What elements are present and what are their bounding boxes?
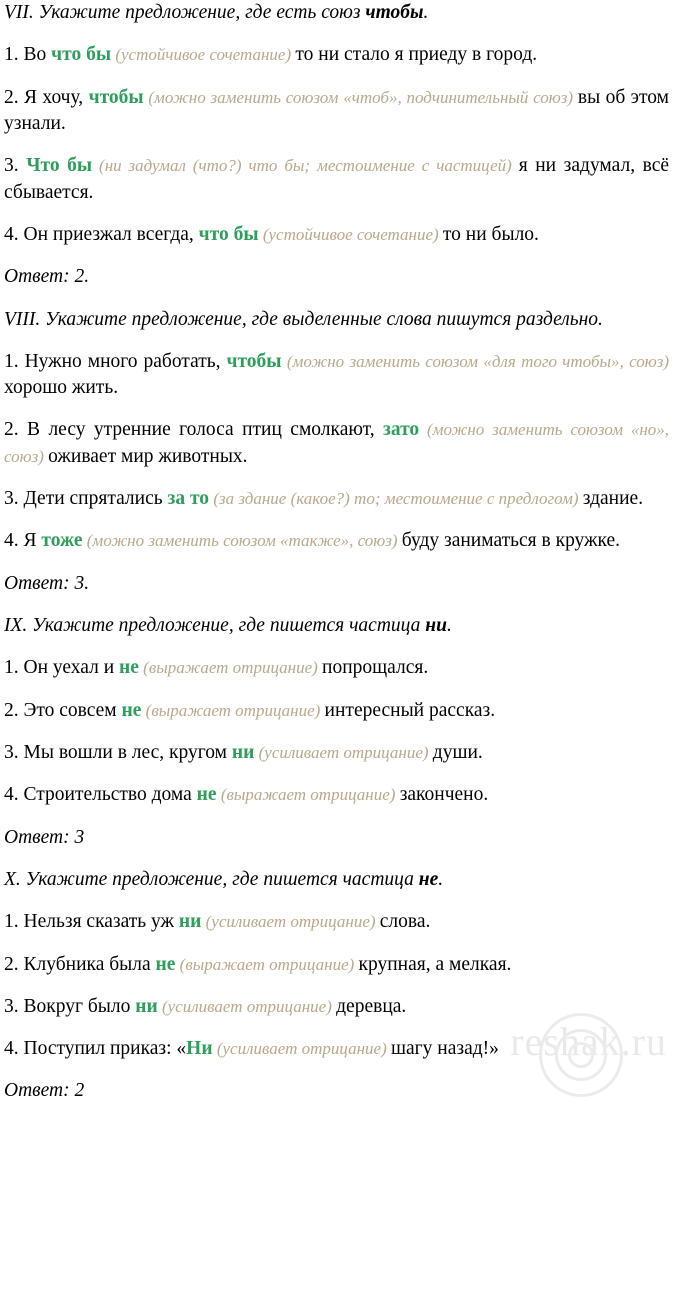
heading-text: Ответ: 2 bbox=[4, 1080, 85, 1102]
sentence-text: 1. Во bbox=[4, 44, 52, 66]
vii-item-2 bbox=[4, 85, 669, 138]
explanation-note: (выражает отрицание) bbox=[138, 658, 323, 678]
ix-answer bbox=[4, 825, 669, 851]
sentence-text: 3. Дети спрятались bbox=[4, 488, 168, 510]
heading-text: . bbox=[438, 868, 444, 890]
explanation-note: (усиливает отрицание) bbox=[201, 912, 380, 932]
sentence-text: 3. bbox=[4, 155, 27, 177]
sentence-text: деревца. bbox=[336, 995, 407, 1017]
sentence-text: 4. Поступил приказ: « bbox=[4, 1038, 187, 1060]
viii-item-4 bbox=[4, 528, 669, 554]
heading-text: Ответ: 3 bbox=[4, 826, 85, 848]
vii-item-1 bbox=[4, 42, 669, 68]
ix-item-3 bbox=[4, 740, 669, 766]
ix-item-2 bbox=[4, 698, 669, 724]
vii-item-4 bbox=[4, 222, 669, 248]
heading-text: VIII. Укажите предложение, где выделенные слова пишутся раздельно. bbox=[4, 308, 603, 330]
sentence-text: 4. Строительство дома bbox=[4, 784, 197, 806]
sentence-text: 1. Нельзя сказать уж bbox=[4, 911, 179, 933]
highlighted-word: Ни bbox=[186, 1038, 213, 1060]
explanation-note: (усиливает отрицание) bbox=[157, 996, 337, 1016]
sentence-text: попрощался. bbox=[322, 657, 429, 679]
sentence-text: 3. Вокруг было bbox=[4, 995, 136, 1017]
sentence-text: оживает мир животных. bbox=[48, 445, 248, 467]
x-item-2 bbox=[4, 952, 669, 978]
sentence-text: души. bbox=[432, 741, 483, 763]
watermark-text: reshak.ru bbox=[510, 1018, 667, 1064]
viii-item-3 bbox=[4, 486, 669, 512]
sentence-text: 2. Клубника была bbox=[4, 953, 156, 975]
highlighted-word: ни bbox=[178, 911, 202, 933]
vii-answer bbox=[4, 264, 669, 290]
viii-item-1 bbox=[4, 349, 669, 402]
highlighted-word: что бы bbox=[198, 223, 259, 245]
explanation-note: (усиливает отрицание) bbox=[254, 742, 433, 762]
heading-text: Ответ: 2. bbox=[4, 266, 90, 288]
highlighted-word: не bbox=[196, 784, 217, 806]
sentence-text: 3. Мы вошли в лес, кругом bbox=[4, 741, 232, 763]
sentence-text: интересный рассказ. bbox=[324, 699, 496, 721]
sentence-text: 4. Он приезжал всегда, bbox=[4, 223, 199, 245]
x-answer bbox=[4, 1078, 669, 1104]
x-item-3 bbox=[4, 994, 669, 1020]
sentence-text: закончено. bbox=[399, 784, 489, 806]
bold-term: не bbox=[418, 868, 439, 890]
highlighted-word: ни bbox=[135, 995, 158, 1017]
sentence-text: я ни задумал, всё сбывается. bbox=[4, 155, 670, 203]
heading-text: IX. Укажите предложение, где пишется частица bbox=[4, 615, 426, 636]
heading-text: . bbox=[423, 2, 429, 23]
highlighted-word: не bbox=[155, 953, 176, 975]
task-vii-heading bbox=[4, 0, 669, 26]
explanation-note: (ни задумал (что?) что бы; местоимение с частицей) bbox=[92, 156, 519, 176]
highlighted-word: ни bbox=[231, 741, 255, 763]
explanation-note: (выражает отрицание) bbox=[141, 700, 325, 720]
document-content bbox=[4, 0, 669, 1105]
sentence-text: шагу назад!» bbox=[390, 1038, 499, 1060]
heading-text: Ответ: 3. bbox=[4, 572, 90, 594]
sentence-text: 1. Нужно много работать, bbox=[4, 350, 227, 372]
heading-text: . bbox=[446, 615, 452, 636]
highlighted-word: не bbox=[119, 657, 139, 679]
sentence-text: 2. Это совсем bbox=[4, 699, 122, 721]
sentence-text: вы об этом узнали. bbox=[4, 86, 669, 134]
ix-item-1 bbox=[4, 655, 669, 681]
highlighted-word: чтобы bbox=[226, 350, 282, 372]
explanation-note: (можно заменить союзом «также», союз) bbox=[82, 531, 402, 551]
ix-item-4 bbox=[4, 782, 669, 808]
sentence-text: 4. Я bbox=[4, 530, 42, 552]
explanation-note: (выражает отрицание) bbox=[175, 954, 359, 974]
task-x-heading bbox=[4, 867, 669, 893]
heading-text: X. Укажите предложение, где пишется частица bbox=[4, 868, 419, 890]
highlighted-word: что бы bbox=[51, 44, 112, 66]
viii-item-2 bbox=[4, 417, 669, 470]
x-item-1 bbox=[4, 909, 669, 935]
highlighted-word: тоже bbox=[41, 530, 83, 552]
task-viii-heading bbox=[4, 307, 669, 333]
highlighted-word: Что бы bbox=[26, 155, 93, 177]
sentence-text: 2. Я хочу, bbox=[4, 86, 89, 108]
sentence-text: 1. Он уехал и bbox=[4, 657, 120, 679]
highlighted-word: не bbox=[121, 699, 142, 721]
sentence-text: то ни стало я приеду в город. bbox=[295, 44, 538, 66]
explanation-note: (устойчивое сочетание) bbox=[111, 45, 296, 65]
x-item-4 bbox=[4, 1036, 669, 1062]
highlighted-word: зато bbox=[383, 419, 420, 441]
sentence-text: крупная, а мелкая. bbox=[358, 953, 512, 975]
sentence-text: хорошо жить. bbox=[4, 377, 119, 399]
explanation-note: (устойчивое сочетание) bbox=[258, 224, 443, 244]
sentence-text: буду заниматься в кружке. bbox=[401, 530, 621, 552]
highlighted-word: чтобы bbox=[88, 86, 144, 108]
explanation-note: (выражает отрицание) bbox=[216, 785, 400, 805]
explanation-note: (можно заменить союзом «чтоб», подчинительный союз) bbox=[143, 87, 578, 107]
sentence-text: то ни было. bbox=[442, 223, 539, 245]
sentence-text: слова. bbox=[379, 911, 431, 933]
explanation-note: (можно заменить союзом «для того чтобы», союз) bbox=[281, 351, 669, 371]
heading-text: VII. Укажите предложение, где есть союз bbox=[4, 2, 366, 23]
vii-item-3 bbox=[4, 153, 669, 206]
explanation-note: (усиливает отрицание) bbox=[212, 1039, 391, 1059]
bold-term: чтобы bbox=[365, 2, 424, 23]
sentence-text: здание. bbox=[582, 488, 644, 510]
bold-term: ни bbox=[425, 615, 447, 636]
explanation-note: (можно заменить союзом «но», союз) bbox=[4, 420, 670, 466]
sentence-text: 2. В лесу утренние голоса птиц смолкают, bbox=[4, 419, 384, 441]
task-ix-heading bbox=[4, 613, 669, 639]
viii-answer bbox=[4, 571, 669, 597]
explanation-note: (за здание (какое?) то; местоимение с предлогом) bbox=[209, 489, 583, 509]
highlighted-word: за то bbox=[167, 488, 210, 510]
